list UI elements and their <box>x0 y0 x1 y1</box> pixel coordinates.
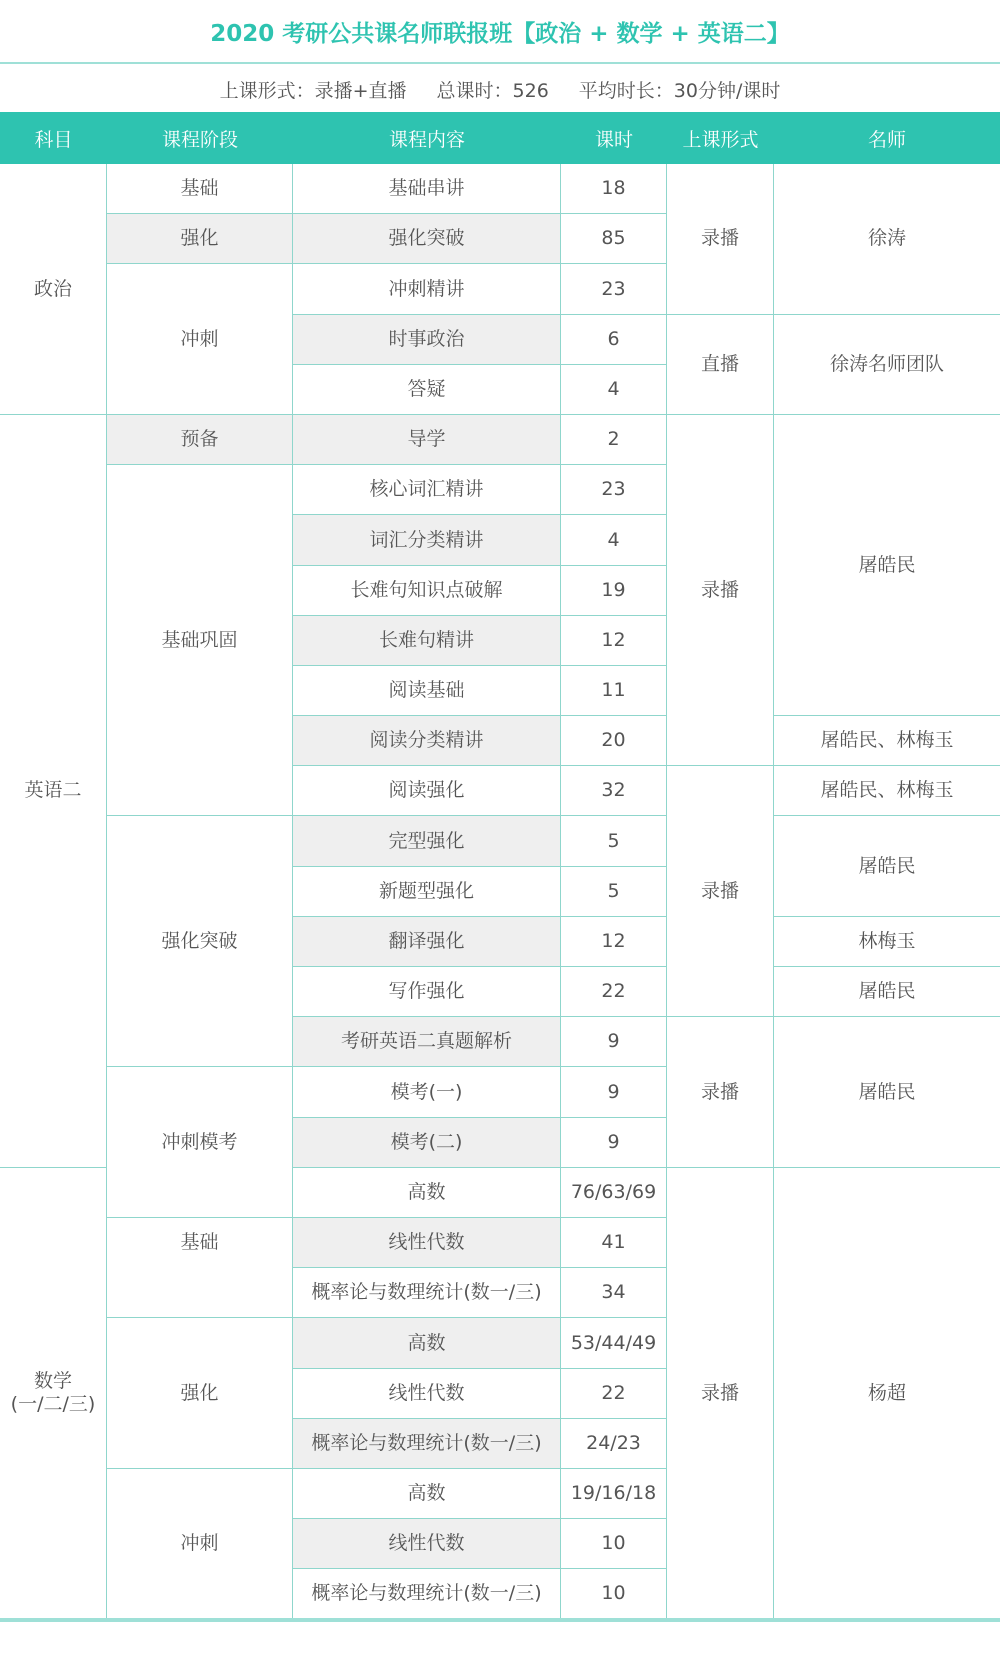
header-stage: 课程阶段 <box>107 112 293 164</box>
course-hours-cell: 32 <box>561 766 667 816</box>
course-content-cell: 模考(一) <box>293 1067 561 1117</box>
course-summary <box>0 66 1000 112</box>
class-mode-cell: 直播 <box>667 315 774 415</box>
stage-cell: 冲刺 <box>107 1469 293 1620</box>
header-mode: 上课形式 <box>667 112 774 164</box>
summary-total-hours: 总课时：526 <box>436 79 549 102</box>
course-content-cell: 导学 <box>293 415 561 465</box>
course-content-cell: 冲刺精讲 <box>293 264 561 314</box>
course-hours-cell: 10 <box>561 1569 667 1619</box>
course-hours-cell: 19/16/18 <box>561 1469 667 1519</box>
class-mode-cell: 录播 <box>667 415 774 766</box>
course-hours-cell: 22 <box>561 1369 667 1419</box>
course-hours-cell: 9 <box>561 1017 667 1067</box>
course-hours-cell: 23 <box>561 465 667 515</box>
course-content-cell: 线性代数 <box>293 1369 561 1419</box>
course-hours-cell: 9 <box>561 1118 667 1168</box>
teacher-cell: 徐涛名师团队 <box>774 315 1000 415</box>
stage-cell: 强化突破 <box>107 816 293 1067</box>
class-mode-cell: 录播 <box>667 766 774 1017</box>
course-hours-cell: 18 <box>561 164 667 214</box>
course-hours-cell: 19 <box>561 566 667 616</box>
course-content-cell: 时事政治 <box>293 315 561 365</box>
course-hours-cell: 20 <box>561 716 667 766</box>
course-content-cell: 考研英语二真题解析 <box>293 1017 561 1067</box>
header-subject: 科目 <box>0 112 107 164</box>
stage-cell: 预备 <box>107 415 293 465</box>
course-hours-cell: 9 <box>561 1067 667 1117</box>
teacher-cell: 屠皓民 <box>774 1017 1000 1168</box>
course-content-cell: 写作强化 <box>293 967 561 1017</box>
course-content-cell: 线性代数 <box>293 1519 561 1569</box>
course-hours-cell: 10 <box>561 1519 667 1569</box>
course-hours-cell: 76/63/69 <box>561 1168 667 1218</box>
teacher-cell: 屠皓民、林梅玉 <box>774 766 1000 816</box>
course-hours-cell: 41 <box>561 1218 667 1268</box>
course-content-cell: 概率论与数理统计(数一/三) <box>293 1268 561 1318</box>
subject-cell: 英语二 <box>0 415 107 1168</box>
header-content: 课程内容 <box>293 112 561 164</box>
class-mode-cell: 录播 <box>667 164 774 315</box>
course-content-cell: 阅读基础 <box>293 666 561 716</box>
course-content-cell: 模考(二) <box>293 1118 561 1168</box>
course-hours-cell: 4 <box>561 515 667 565</box>
summary-average-duration: 平均时长：30分钟/课时 <box>578 79 781 102</box>
teacher-cell: 屠皓民 <box>774 415 1000 716</box>
course-content-cell: 线性代数 <box>293 1218 561 1268</box>
course-content-cell: 高数 <box>293 1469 561 1519</box>
course-content-cell: 完型强化 <box>293 816 561 866</box>
course-content-cell: 强化突破 <box>293 214 561 264</box>
teacher-cell: 杨超 <box>774 1168 1000 1620</box>
subject-cell: 政治 <box>0 164 107 415</box>
course-hours-cell: 12 <box>561 917 667 967</box>
course-content-cell: 核心词汇精讲 <box>293 465 561 515</box>
course-hours-cell: 12 <box>561 616 667 666</box>
stage-cell: 基础巩固 <box>107 465 293 816</box>
course-hours-cell: 23 <box>561 264 667 314</box>
course-hours-cell: 5 <box>561 816 667 866</box>
stage-cell: 强化 <box>107 214 293 264</box>
course-hours-cell: 24/23 <box>561 1419 667 1469</box>
course-content-cell: 答疑 <box>293 365 561 415</box>
course-content-cell: 基础串讲 <box>293 164 561 214</box>
course-hours-cell: 5 <box>561 867 667 917</box>
course-content-cell: 高数 <box>293 1318 561 1368</box>
stage-cell: 冲刺 <box>107 264 293 415</box>
course-table <box>0 112 1000 1619</box>
course-content-cell: 概率论与数理统计(数一/三) <box>293 1419 561 1469</box>
stage-cell: 强化 <box>107 1318 293 1469</box>
page-title: 2020 考研公共课名师联报班【政治 + 数学 + 英语二】 <box>0 0 1000 64</box>
course-hours-cell: 34 <box>561 1268 667 1318</box>
teacher-cell: 屠皓民 <box>774 967 1000 1017</box>
stage-cell: 基础 <box>107 164 293 214</box>
class-mode-cell: 录播 <box>667 1168 774 1620</box>
course-content-cell: 长难句知识点破解 <box>293 566 561 616</box>
course-content-cell: 翻译强化 <box>293 917 561 967</box>
bottom-divider <box>0 1618 1000 1622</box>
stage-cell: 冲刺模考 <box>107 1067 293 1218</box>
course-hours-cell: 85 <box>561 214 667 264</box>
course-hours-cell: 2 <box>561 415 667 465</box>
course-content-cell: 阅读强化 <box>293 766 561 816</box>
course-content-cell: 词汇分类精讲 <box>293 515 561 565</box>
summary-mode: 上课形式：录播+直播 <box>219 79 407 102</box>
course-content-cell: 阅读分类精讲 <box>293 716 561 766</box>
teacher-cell: 屠皓民、林梅玉 <box>774 716 1000 766</box>
stage-cell: 基础 <box>107 1168 293 1319</box>
course-hours-cell: 11 <box>561 666 667 716</box>
class-mode-cell: 录播 <box>667 1017 774 1168</box>
course-hours-cell: 4 <box>561 365 667 415</box>
header-hours: 课时 <box>561 112 667 164</box>
course-hours-cell: 53/44/49 <box>561 1318 667 1368</box>
teacher-cell: 屠皓民 <box>774 816 1000 916</box>
course-hours-cell: 6 <box>561 315 667 365</box>
subject-cell: 数学 (一/二/三) <box>0 1168 107 1620</box>
course-content-cell: 长难句精讲 <box>293 616 561 666</box>
course-hours-cell: 22 <box>561 967 667 1017</box>
course-content-cell: 新题型强化 <box>293 867 561 917</box>
teacher-cell: 徐涛 <box>774 164 1000 315</box>
course-content-cell: 概率论与数理统计(数一/三) <box>293 1569 561 1619</box>
course-content-cell: 高数 <box>293 1168 561 1218</box>
teacher-cell: 林梅玉 <box>774 917 1000 967</box>
header-teacher: 名师 <box>774 112 1000 164</box>
